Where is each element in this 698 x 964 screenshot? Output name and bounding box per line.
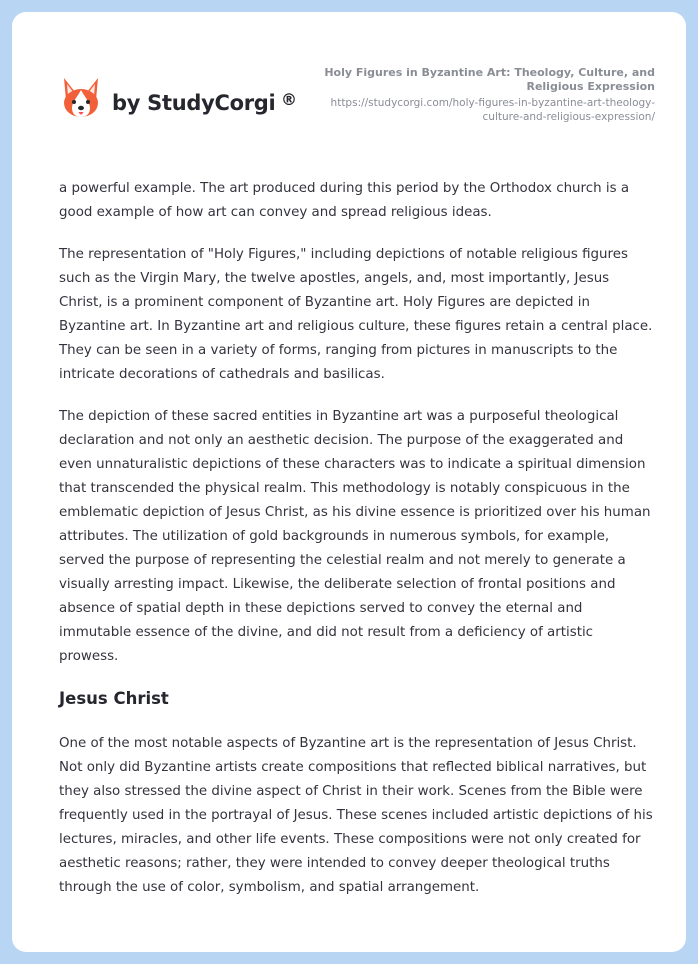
- section-heading: Jesus Christ: [59, 689, 169, 708]
- corgi-logo-icon: [60, 76, 102, 120]
- document-url[interactable]: https://studycorgi.com/holy-figures-in-byzantine-art-theology-culture-and-religious-expression/: [330, 97, 655, 123]
- brand-name: by StudyCorgi: [112, 91, 276, 115]
- paragraph: One of the most notable aspects of Byzantine art is the representation of Jesus Christ. Not only did Byzantine artists create compositions that reflected biblical narratives, but they also stressed the divine aspect of Christ in their work. Scenes from the Bible were frequently used in the portrayal of Jesus. These scenes included artistic depictions of his lectures, miracles, and other life events. These compositions were not only created for aesthetic reasons; rather, they were intended to convey deeper theological truths through the use of color, symbolism, and spatial arrangement.: [59, 736, 653, 895]
- paragraph: The representation of "Holy Figures," including depictions of notable religious figures such as the Virgin Mary, the twelve apostles, angels, and, most importantly, Jesus Christ, is a prominent component of Byzantine art. Holy Figures are depicted in Byzantine art. In Byzantine art and religious culture, these figures retain a central place. They can be seen in a variety of forms, ranging from pictures in manuscripts to the intricate decorations of cathedrals and basilicas.: [59, 247, 653, 382]
- studycorgi-logo[interactable]: [60, 76, 297, 120]
- paragraph: a powerful example. The art produced during this period by the Orthodox church is a good example of how art can convey and spread religious ideas.: [59, 181, 630, 220]
- paragraph: The depiction of these sacred entities in Byzantine art was a purposeful theological declaration and not only an aesthetic decision. The purpose of the exaggerated and even unnaturalistic depictions of these characters was to indicate a spiritual dimension that transcended the physical realm. This methodology is notably conspicuous in the emblematic depiction of Jesus Christ, as his divine essence is prioritized over his human attributes. The utilization of gold backgrounds in numerous symbols, for example, served the purpose of representing the celestial realm and not merely to generate a visually arresting impact. Likewise, the deliberate selection of frontal positions and absence of spatial depth in these depictions served to convey the eternal and immutable essence of the divine, and did not result from a deficiency of artistic prowess.: [59, 409, 651, 664]
- document-header: [295, 66, 655, 124]
- document-title: Holy Figures in Byzantine Art: Theology, Culture, and Religious Expression: [324, 66, 655, 93]
- document-page: [12, 12, 686, 952]
- document-body: [59, 177, 655, 918]
- registered-mark: ®: [281, 90, 297, 109]
